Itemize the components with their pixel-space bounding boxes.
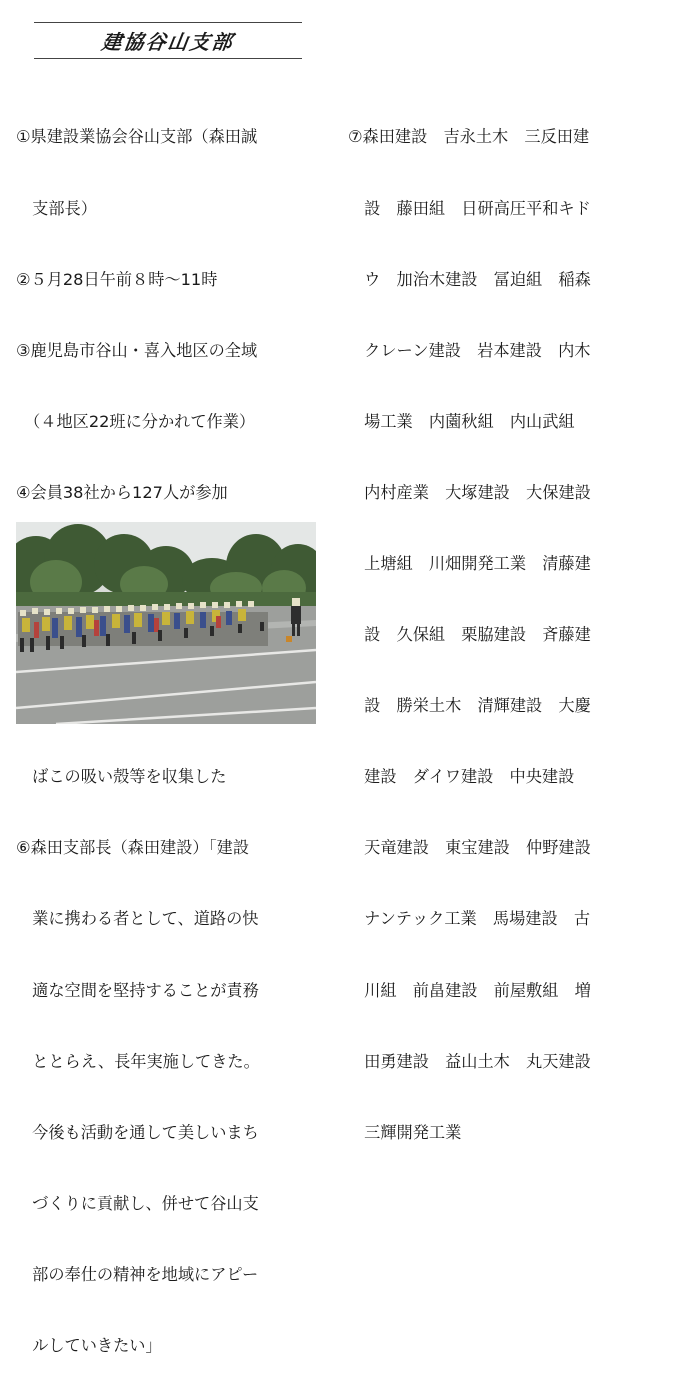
text-line: 設 久保組 栗脇建設 斉藤建 xyxy=(348,625,591,645)
text-line: づくりに貢献し、併せて谷山支 xyxy=(16,1193,259,1213)
text-line: 三輝開発工業 xyxy=(348,1122,462,1142)
text-line: 業に携わる者として、道路の快 xyxy=(16,909,259,929)
text-line: ⑥森田支部長（森田建設）「建設 xyxy=(16,838,250,858)
text-line: 天竜建設 東宝建設 仲野建設 xyxy=(348,838,591,858)
right-column xyxy=(348,78,591,1168)
text-line: 田勇建設 益山土木 丸天建設 xyxy=(348,1051,591,1071)
text-line: 設 勝栄土木 清輝建設 大慶 xyxy=(348,696,591,716)
text-line: 支部長） xyxy=(16,198,97,218)
title-rule-bottom xyxy=(34,58,302,59)
text-line: ④会員38社から127人が参加 xyxy=(16,482,228,502)
cleanup-photo-drawing xyxy=(16,522,316,724)
article-title: 建協谷山支部 xyxy=(100,30,236,54)
text-line: ①県建設業協会谷山支部（森田誠 xyxy=(16,127,258,147)
title-rule-top xyxy=(34,22,302,23)
text-line: ばこの吸い殻等を収集した xyxy=(16,767,227,787)
text-line: ルしていきたい」 xyxy=(16,1336,162,1355)
text-line: ②５月28日午前８時〜11時 xyxy=(16,269,218,289)
text-line: （４地区22班に分かれて作業） xyxy=(16,411,256,431)
text-line: 建設 ダイワ建設 中央建設 xyxy=(348,767,575,787)
text-line: 場工業 内薗秋組 内山武組 xyxy=(348,411,575,431)
text-line: 適な空間を堅持することが責務 xyxy=(16,980,259,1000)
text-line: 設 藤田組 日研高圧平和キド xyxy=(348,198,591,218)
text-line: ナンテック工業 馬場建設 古 xyxy=(348,909,591,929)
text-line: ⑦森田建設 吉永土木 三反田建 xyxy=(348,127,590,147)
text-line: 川組 前畠建設 前屋敷組 増 xyxy=(348,980,591,1000)
cleanup-photo xyxy=(16,522,316,724)
text-line: ととらえ、長年実施してきた。 xyxy=(16,1051,260,1071)
text-line: 内村産業 大塚建設 大保建設 xyxy=(348,482,591,502)
text-line: 今後も活動を通して美しいまち xyxy=(16,1122,259,1142)
text-line: ウ 加治木建設 冨迫組 稲森 xyxy=(348,269,591,289)
text-line: 部の奉仕の精神を地域にアピー xyxy=(16,1264,259,1284)
left-column xyxy=(16,78,262,1381)
text-line: クレーン建設 岩本建設 内木 xyxy=(348,340,591,360)
text-line: 上塘組 川畑開発工業 清藤建 xyxy=(348,553,591,573)
text-line: ③鹿児島市谷山・喜入地区の全域 xyxy=(16,340,258,360)
